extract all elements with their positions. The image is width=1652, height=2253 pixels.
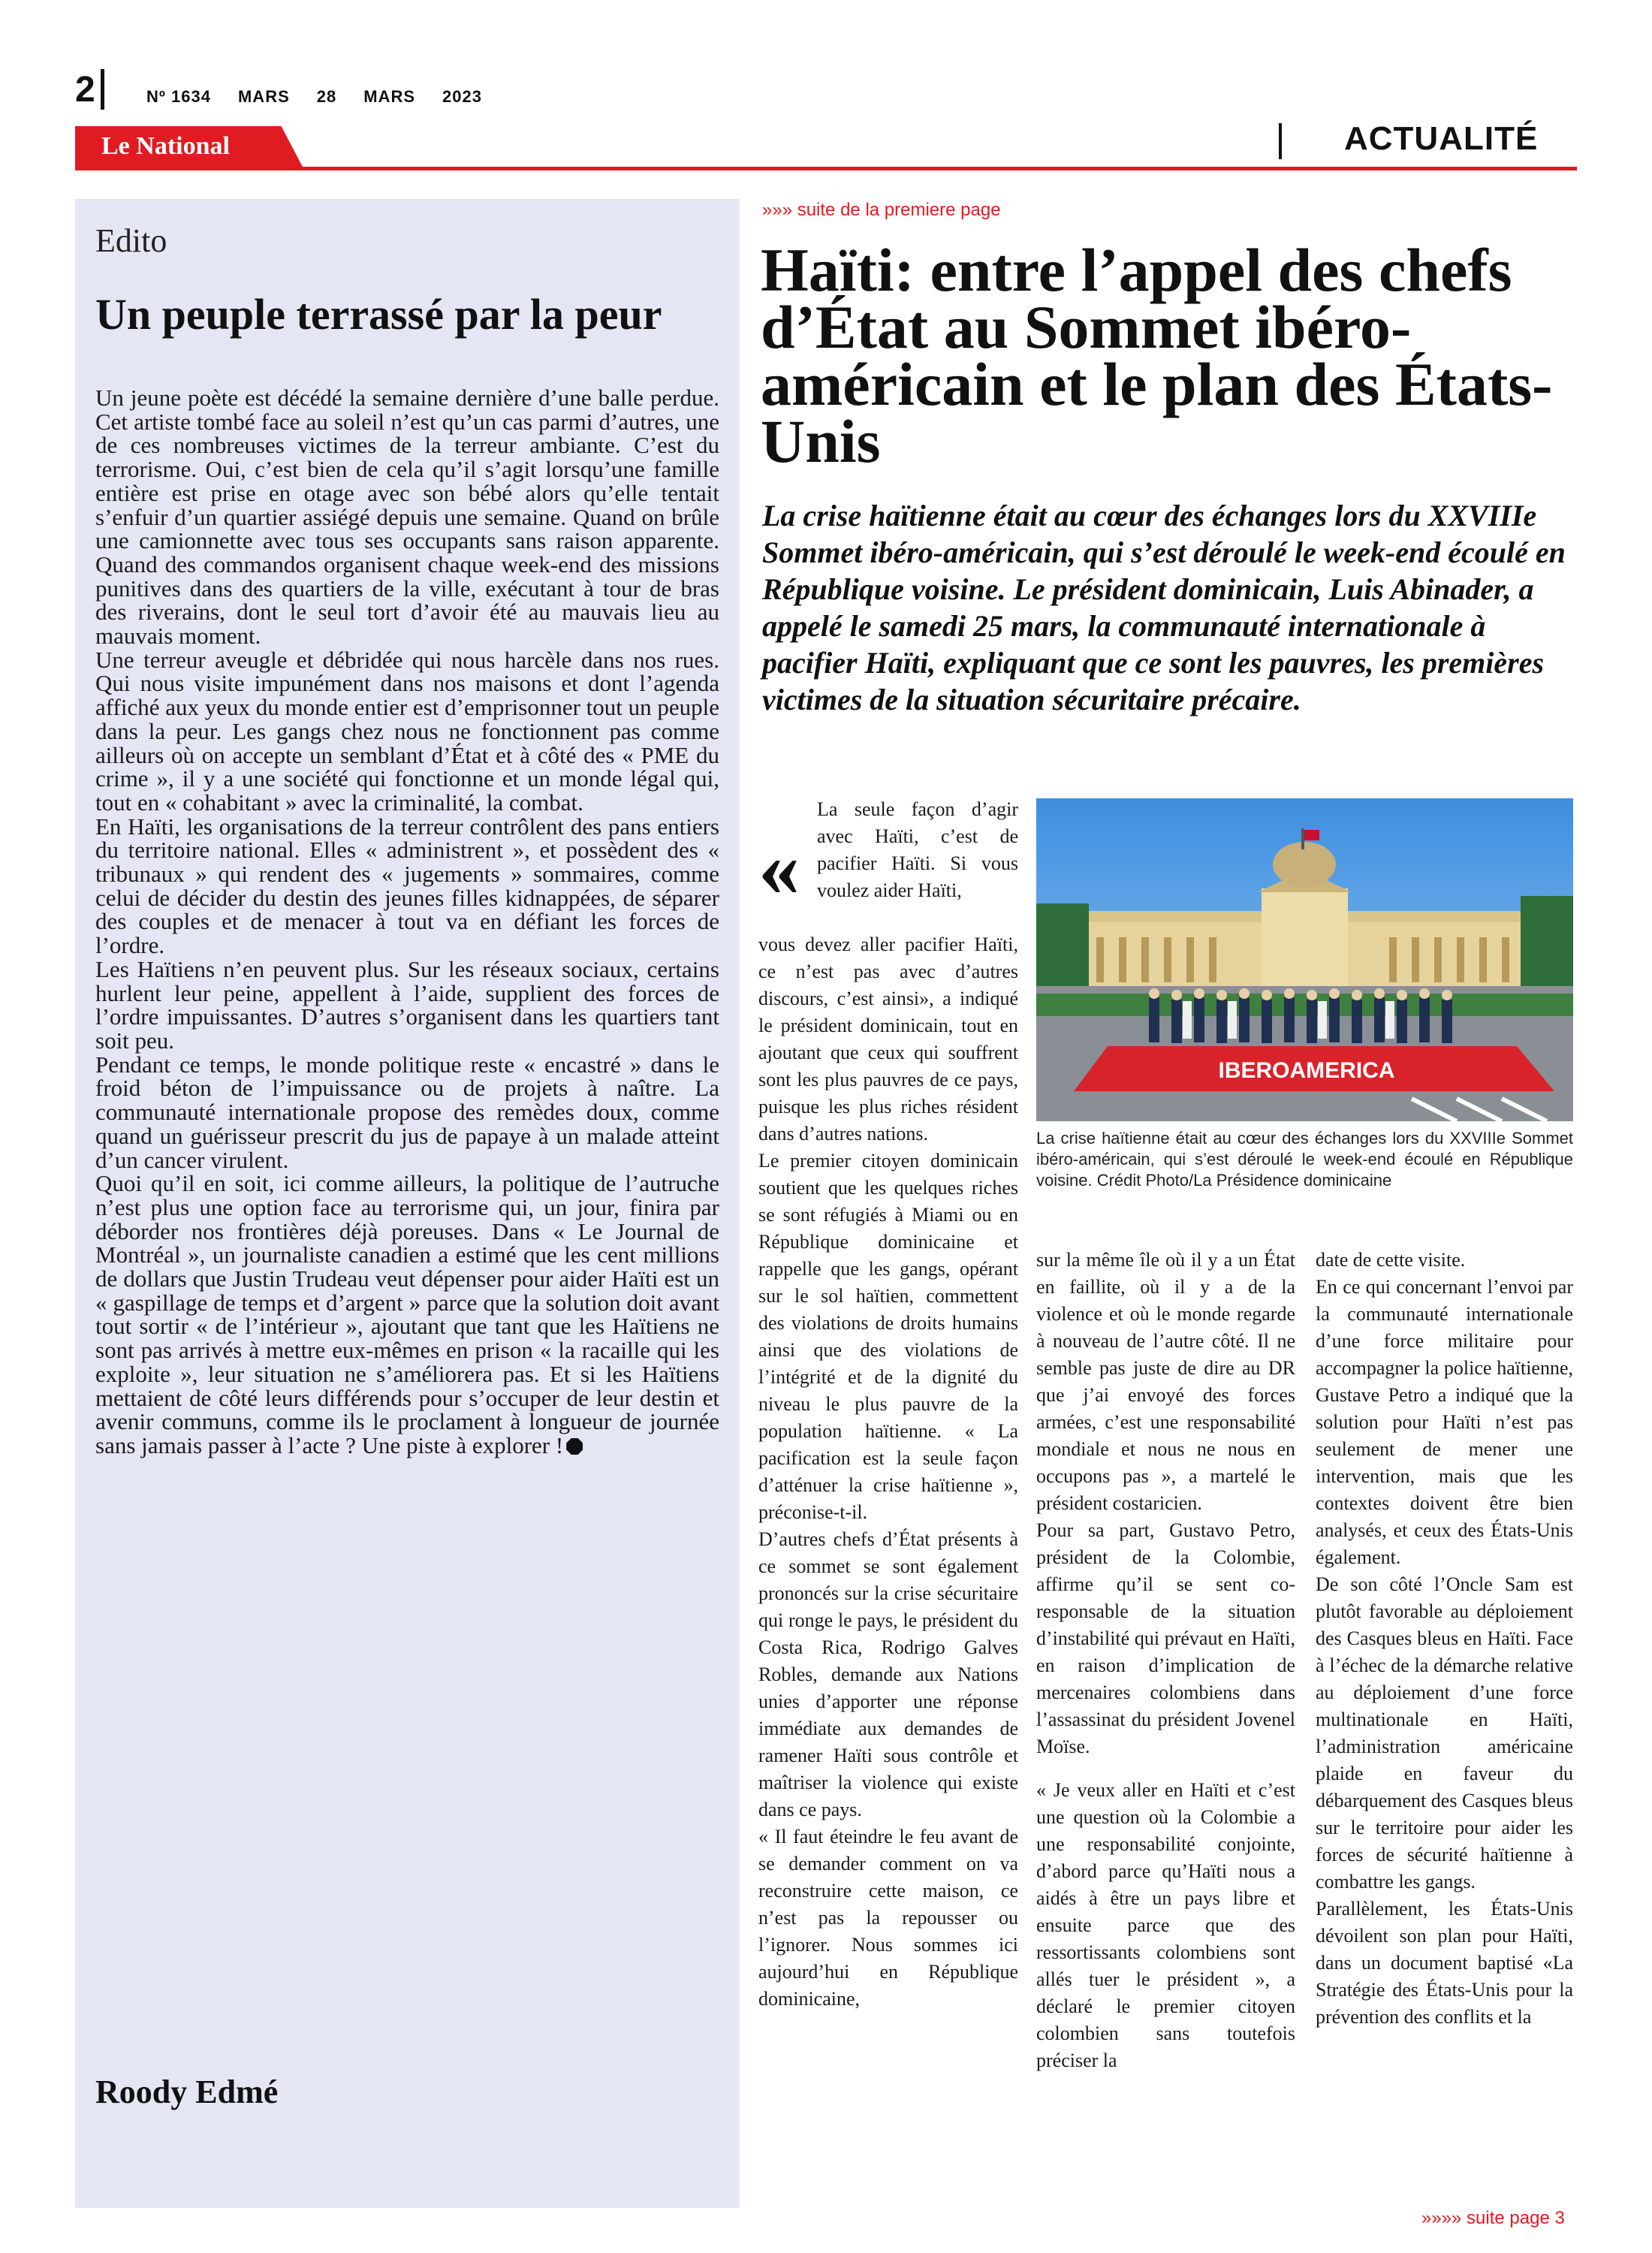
edito-paragraph: Les Haïtiens n’en peuvent plus. Sur les réseaux sociaux, certains hurlent leur peine, appellent à l’aide, supplient des forces de l’ordre impuissantes. D’autres s’organisent dans les quartiers tant soit peu. — [95, 955, 719, 1054]
edito-label: Edito — [95, 222, 167, 259]
photo-banner-text: IBEROAMERICA — [1218, 1058, 1395, 1083]
edito-paragraph: Pendant ce temps, le monde politique reste « encastré » dans le froid béton de l’impuissance ou de projets à naître. La communauté internationale propose des remèdes doux, comme quand un guérisseur prescrit du jus de papaye à un malade atteint d’un cancer virulent. — [95, 1051, 719, 1173]
article-paragraph: Le premier citoyen dominicain soutient que les quelques riches se sont réfugiés à Miami ou en République dominicaine et rappelle que les gangs, opérant sur le sol haïtien, commettent des violations de droits humains ainsi que des violations de l’intégrité et de la dignité du niveau le plus pauvre de la population haïtienne. « La pacification est la seule façon d’atténuer la crise haïtienne », préconise-t-il. — [758, 1150, 1018, 1523]
date-part: MARS — [363, 87, 416, 106]
article-column-1 — [758, 931, 1018, 2013]
section-divider — [1279, 123, 1282, 159]
article-lead — [817, 796, 1018, 904]
article-paragraph: D’autres chefs d’État présents à ce sommet se sont également prononcés sur la crise sécuritaire qui ronge le pays, le président du Costa Rica, Rodrigo Galves Robles, demande aux Nations unies d’apporter une réponse immédiate aux demandes de ramener Haïti sous contrôle et maîtriser la violence qui existe dans ce pays. — [758, 1528, 1018, 1820]
date-part: 2023 — [442, 87, 482, 106]
header-divider — [101, 69, 104, 110]
kicker: »»» suite de la premiere page — [762, 200, 1001, 220]
edito-paragraph: Une terreur aveugle et débridée qui nous harcèle dans nos rues. Qui nous visite impunément dans nos maisons et dont l’agenda affiché aux yeux du monde entier est d’emprisonner tout un peuple dans la peur. Les gangs chez nous ne fonctionnent pas comme ailleurs où on accepte un semblant d’État et à côté des « PME du crime », il y a une société qui fonctionne et un monde légal qui, tout en « cohabitant » avec la criminalité, la combat. — [95, 646, 720, 816]
date-part: MARS — [237, 87, 290, 106]
edito-paragraph-last — [95, 1172, 719, 1457]
summit-photo — [1036, 798, 1573, 1121]
edito-author: Roody Edmé — [95, 2074, 279, 2110]
article-paragraph: La seule façon d’agir avec Haïti, c’est de pacifier Haïti. Si vous voulez aider Haïti, — [817, 798, 1018, 901]
article-headline: Haïti: entre l’appel des chefs d’État au Sommet ibéro-américain et le plan des États-Unis — [761, 236, 1553, 475]
brand-logo: Le National — [101, 132, 230, 160]
section-title: ACTUALITÉ — [1344, 120, 1539, 157]
edito-body — [95, 386, 719, 1458]
edito-paragraph: En Haïti, les organisations de la terreur contrôlent des pans entiers du territoire national. Elles « administrent », et possèdent des « tribunaux » qui rendent des « jugements » sommaires, comme celui de décider du destin des jeunes filles kidnappées, de séparer des couples et de menacer à tout va en défiant les forces de l’ordre. — [95, 813, 719, 959]
edito-title: Un peuple terrassé par la peur — [95, 290, 662, 339]
article-column-2 — [1036, 1247, 1295, 2074]
edito-paragraph: Un jeune poète est décédé la semaine dernière d’une balle perdue. Cet artiste tombé face au soleil n’est qu’un cas parmi d’autres, une de ces nombreuses victimes de la terreur ambiante. C’est du terrorisme. Oui, c’est bien de cela qu’il s’agit lorsqu’une famille entière est prise en otage avec son bébé alors qu’elle tentait s’enfuir d’un quartier assiégé depuis une semaine. Quand on brûle une camionnette avec tous ses occupants sans raison apparente. Quand des commandos organisent chaque week-end des missions punitives dans des quartiers de la ville, exécutant à tour de bras des riverains, dont le seul tort d’avoir été au mauvais lieu au mauvais moment. — [95, 385, 719, 650]
edito-paragraph-text: Quoi qu’il en soit, ici comme ailleurs, la politique de l’autruche n’est plus une option face au terrorisme qui, un jour, finira par déborder nos frontières déjà poreuses. Dans « Le Journal de Montréal », un journaliste canadien a estimé que les cent millions de dollars que Justin Trudeau veut dépenser pour aider Haïti est un « gaspillage de temps et d’argent » parce que la solution doit avant tout sortir « de l’intérieur », ajoutant que tant que les Haïtiens ne sont pas arrivés à mettre eux-mêmes en prison « la racaille qui les exploite », leur situation ne s’améliorera pas. Et si les Haïtiens mettaient de côté leurs différends pour s’occuper de leur destin et avenir communs, comme ils le proclament à longueur de journée sans jamais passer à l’acte ? Une piste à explorer ! — [95, 1170, 719, 1458]
end-mark-icon — [566, 1438, 583, 1455]
article-paragraph: « Je veux aller en Haïti et c’est une question où la Colombie a une responsabilité conjointe, d’abord parce qu’Haïti nous a aidés à être un pays libre et ensuite parce que des ressortissants colombiens sont allés tuer le président », a déclaré le premier citoyen colombien sans toutefois préciser la — [1036, 1779, 1295, 2071]
quote-mark-icon: « — [758, 822, 800, 913]
article-paragraph: De son côté l’Oncle Sam est plutôt favorable au déploiement des Casques bleus en Haïti. Face à l’échec de la démarche relative au déploiement d’une force multinationale en Haïti, l’administration américaine plaide en faveur du débarquement des Casques bleus sur le territoire pour aider les forces de sécurité haïtienne à combattre les gangs. — [1316, 1573, 1573, 1893]
article-paragraph: sur la même île où il y a un État en faillite, où il y a de la violence et où le monde regarde à nouveau de l’autre côté. Il ne semble pas juste de dire au DR que j’ai envoyé des forces armées, c’est une responsabilité mondiale et nous ne nous en occupons pas », a martelé le président costaricien. — [1036, 1249, 1295, 1514]
article-paragraph: date de cette visite. — [1316, 1249, 1466, 1271]
article-paragraph: « Il faut éteindre le feu avant de se demander comment on va reconstruire cette maison, ce n’est pas la repousser ou l’ignorer. Nous sommes ici aujourd’hui en République dominicaine, — [758, 1826, 1018, 2010]
page-number: 2 — [75, 70, 95, 110]
dateline — [146, 87, 509, 107]
summit-photo-illustration — [1036, 798, 1573, 1121]
header-rule — [75, 167, 1577, 170]
article-paragraph: vous devez aller pacifier Haïti, ce n’est pas avec d’autres discours, c’est ainsi», a indiqué le président dominicain, tout en ajoutant que ceux qui souffrent sont les plus pauvres de ce pays, puisque les plus riches résident dans d’autres nations. — [758, 933, 1018, 1145]
article-paragraph: En ce qui concernant l’envoi par la communauté internationale d’une force militaire pour accompagner la police haïtienne, Gustave Petro a indiqué que la solution pour Haïti n’est pas seulement de mener une intervention, mais que les contextes doivent être bien analysés, et ceux des États-Unis également. — [1316, 1276, 1573, 1568]
article-paragraph: Parallèlement, les États-Unis dévoilent son plan pour Haïti, dans un document baptisé «La Stratégie des États-Unis pour la prévention des conflits et la — [1316, 1898, 1573, 2028]
issue-number: Nº 1634 — [146, 87, 211, 106]
edito-panel — [75, 199, 740, 2208]
date-part: 28 — [316, 87, 337, 106]
continuation-link[interactable]: »»»» suite page 3 — [1421, 2208, 1565, 2228]
article-standfirst: La crise haïtienne était au cœur des échanges lors du XXVIIIe Sommet ibéro-américain, qui s’est déroulé le week-end écoulé en République voisine. Le président dominicain, Luis Abinader, a appelé le samedi 25 mars, la communauté internationale à pacifier Haïti, expliquant que ce sont les pauvres, les premières victimes de la situation sécuritaire précaire. — [762, 499, 1566, 716]
photo-caption: La crise haïtienne était au cœur des échanges lors du XXVIIIe Sommet ibéro-américain, qui s’est déroulé le week-end écoulé en République voisine. Crédit Photo/La Présidence dominicaine — [1036, 1129, 1573, 1190]
article-paragraph: Pour sa part, Gustavo Petro, président de la Colombie, affirme qu’il se sent co-responsable de la situation d’instabilité qui prévaut en Haïti, en raison d’implication de mercenaires colombiens dans l’assassinat du président Jovenel Moïse. — [1036, 1519, 1295, 1757]
article-column-3 — [1316, 1247, 1573, 2031]
